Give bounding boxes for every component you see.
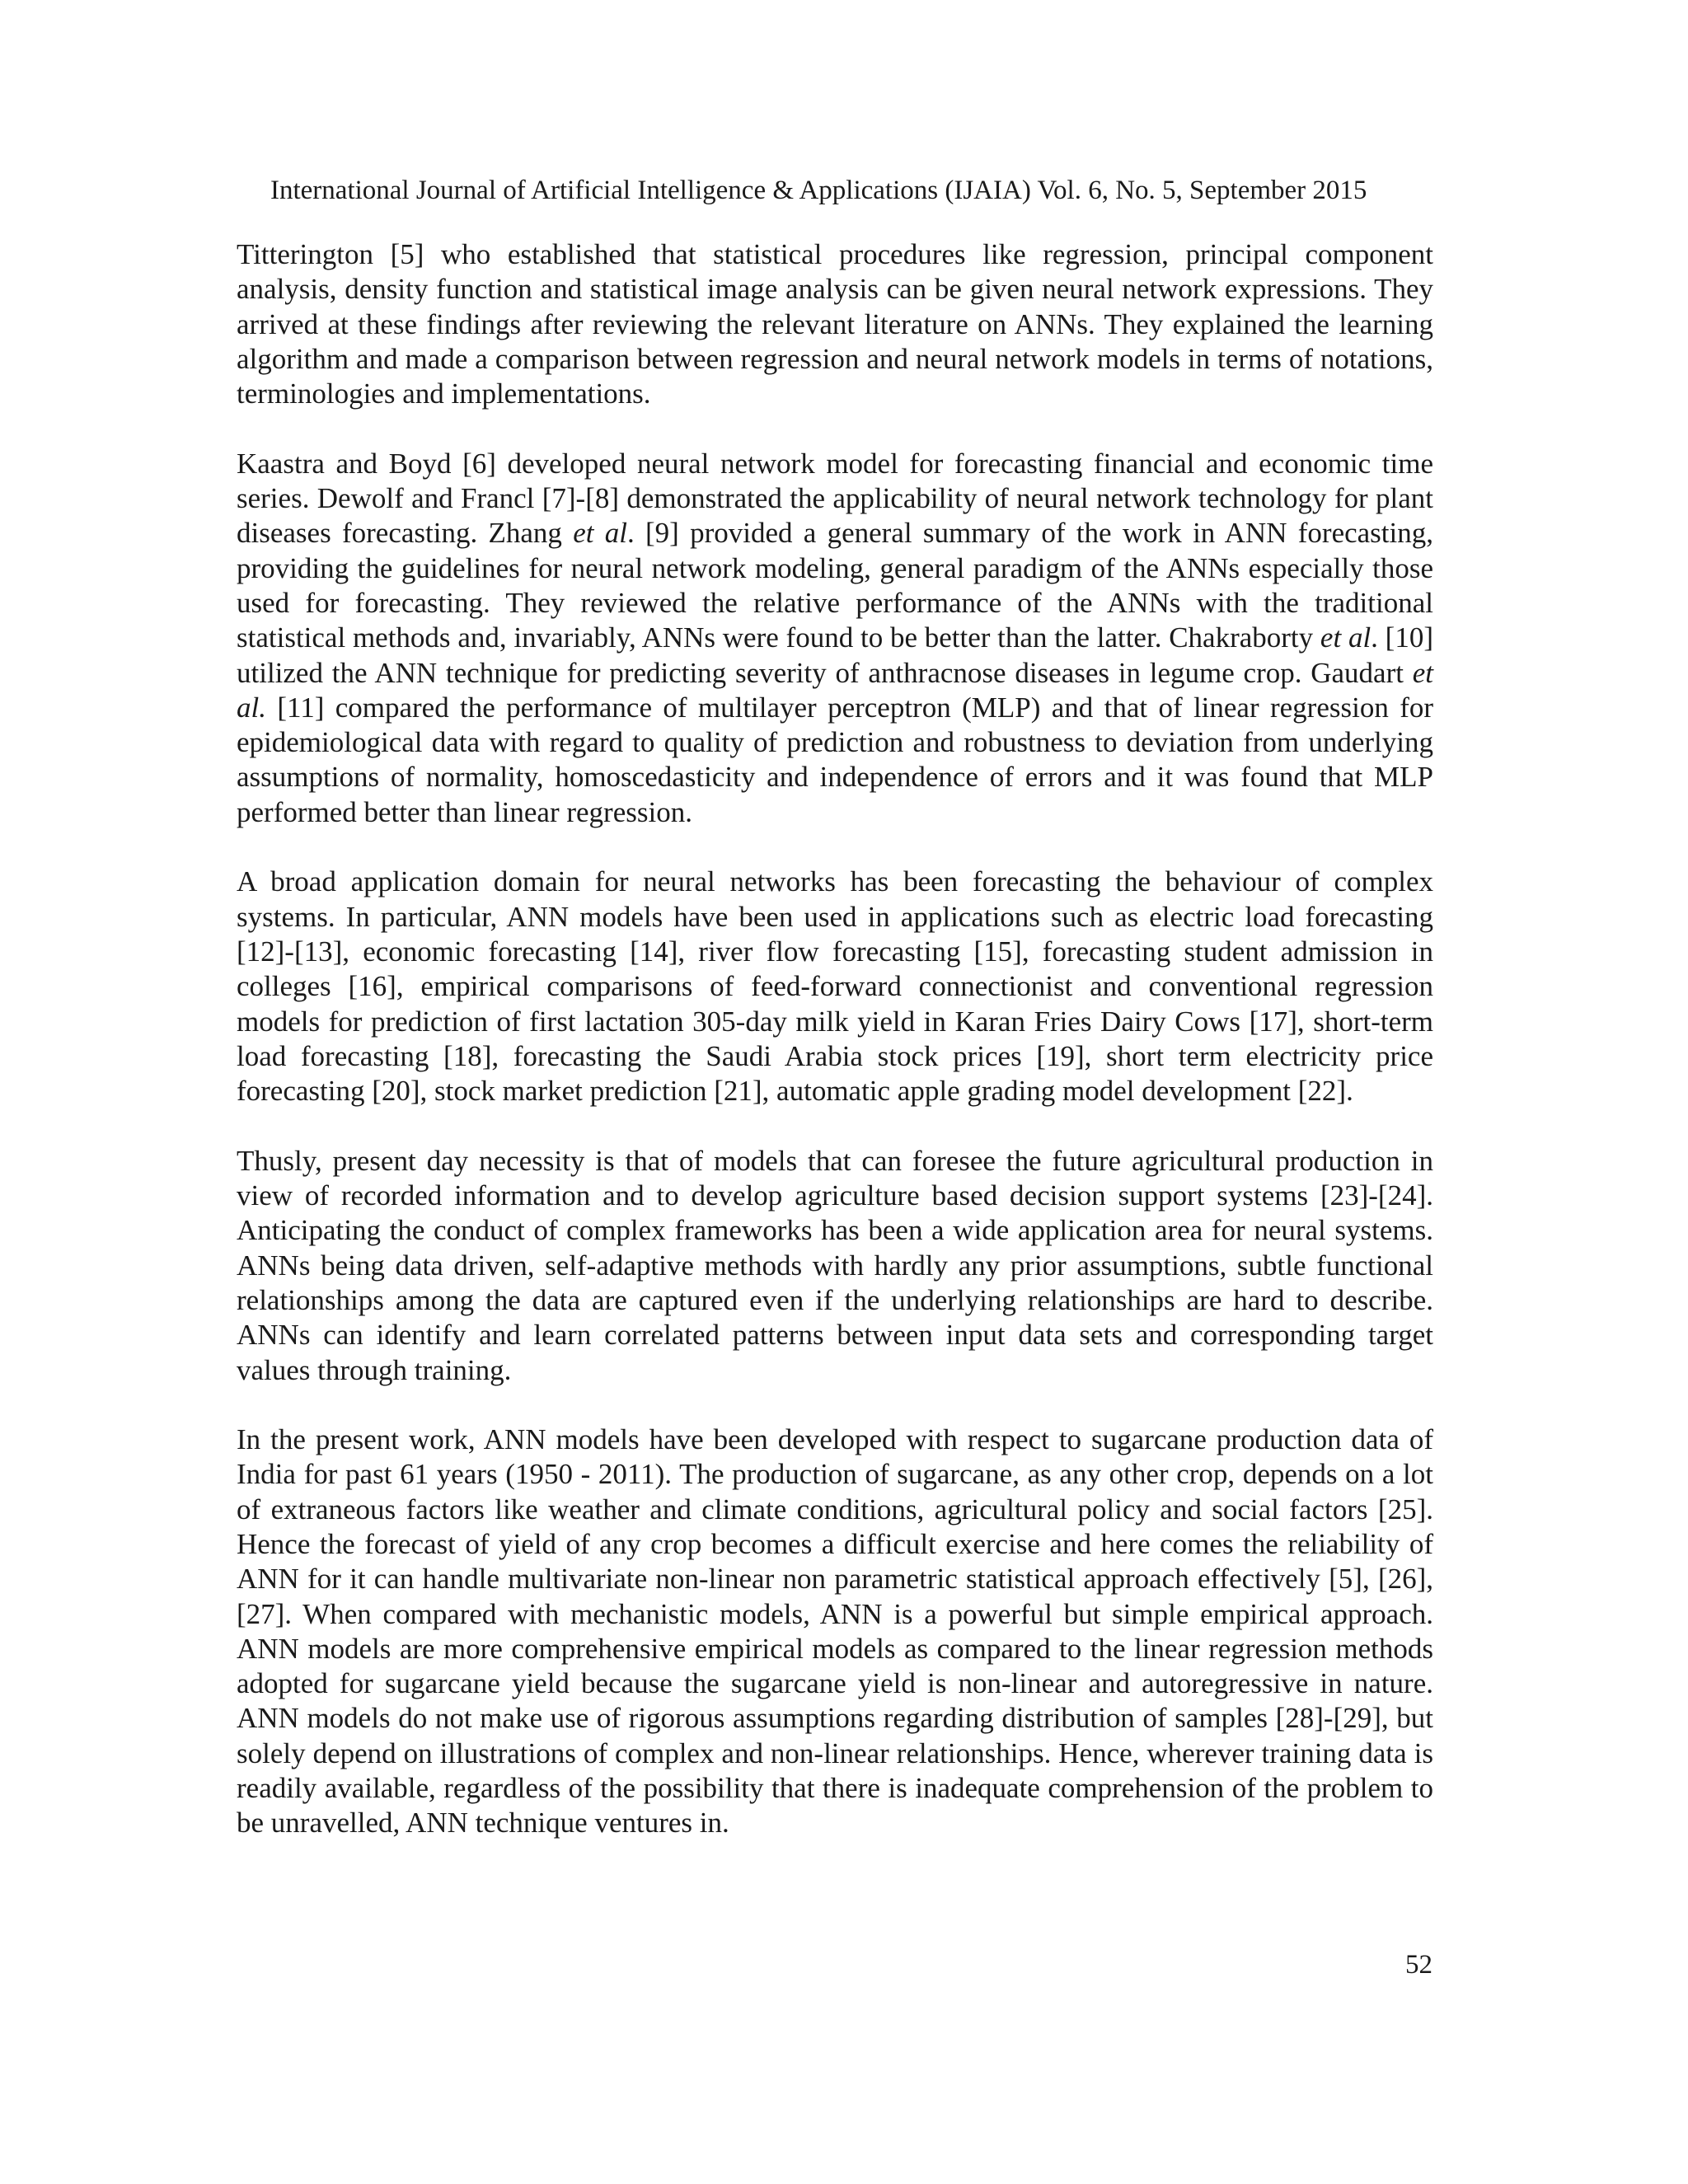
paragraph-2 [237,447,1433,830]
paragraph-1: Titterington [5] who established that statistical procedures like regression, principal component analysis, density function and statistical image analysis can be given neural network expressions. They arrived at these findings after reviewing the relevant literature on ANNs. They explained the learning algorithm and made a comparison between regression and neural network models in terms of notations, terminologies and implementations. [237,238,1433,410]
et-al-italic: et al [1320,621,1372,654]
article-body [237,237,1433,1876]
paragraph-2-part-3: . [10] utilized the ANN technique for predicting severity of anthracnose diseases in legume crop. Gaudart [237,621,1433,689]
et-al-italic: et al [573,517,627,550]
paragraph-3: A broad application domain for neural networks has been forecasting the behaviour of complex systems. In particular, ANN models have been used in applications such as electric load forecasting [12]-[13], economic forecasting [14], river flow forecasting [15], forecasting student admission in colleges [16], empirical comparisons of feed-forward connectionist and conventional regression models for prediction of first lactation 305-day milk yield in Karan Fries Dairy Cows [17], short-term load forecasting [18], forecasting the Saudi Arabia stock prices [19], short term electricity price forecasting [20], stock market prediction [21], automatic apple grading model development [22]. [237,865,1433,1108]
running-header: International Journal of Artificial Intelligence & Applications (IJAIA) Vol. 6, No. 5, September 2015 [270,176,1367,205]
page-number: 52 [1405,1950,1432,1980]
et-al-italic: et al. [237,656,1433,724]
paragraph-2-part-4: [11] compared the performance of multilayer perceptron (MLP) and that of linear regression for epidemiological data with regard to quality of prediction and robustness to deviation from underlying assumptions of normality, homoscedasticity and independence of errors and it was found that MLP performed better than linear regression. [237,691,1433,828]
paragraph-2-part-1: Kaastra and Boyd [6] developed neural network model for forecasting financial and economic time series. Dewolf and Francl [7]-[8] demonstrated the applicability of neural network technology for plant diseases forecasting. Zhang [237,447,1433,550]
paragraph-5: In the present work, ANN models have been developed with respect to sugarcane production data of India for past 61 years (1950 - 2011). The production of sugarcane, as any other crop, depends on a lot of extraneous factors like weather and climate conditions, agricultural policy and social factors [25]. Hence the forecast of yield of any crop becomes a difficult exercise and here comes the reliability of ANN for it can handle multivariate non-linear non parametric statistical approach effectively [5], [26], [27]. When compared with mechanistic models, ANN is a powerful but simple empirical approach. ANN models are more comprehensive empirical models as compared to the linear regression methods adopted for sugarcane yield because the sugarcane yield is non-linear and autoregressive in nature. ANN models do not make use of rigorous assumptions regarding distribution of samples [28]-[29], but solely depend on illustrations of complex and non-linear relationships. Hence, wherever training data is readily available, regardless of the possibility that there is inadequate comprehension of the problem to be unravelled, ANN technique ventures in. [237,1423,1433,1840]
paragraph-2-part-2: . [9] provided a general summary of the work in ANN forecasting, providing the guidelines for neural network modeling, general paradigm of the ANNs especially those used for forecasting. They reviewed the relative performance of the ANNs with the traditional statistical methods and, invariably, ANNs were found to be better than the latter. Chakraborty [237,517,1433,654]
paragraph-4: Thusly, present day necessity is that of models that can foresee the future agricultural production in view of recorded information and to develop agriculture based decision support systems [23]-[24]. Anticipating the conduct of complex frameworks has been a wide application area for neural systems. ANNs being data driven, self-adaptive methods with hardly any prior assumptions, subtle functional relationships among the data are captured even if the underlying relationships are hard to describe. ANNs can identify and learn correlated patterns between input data sets and corresponding target values through training. [237,1144,1433,1386]
